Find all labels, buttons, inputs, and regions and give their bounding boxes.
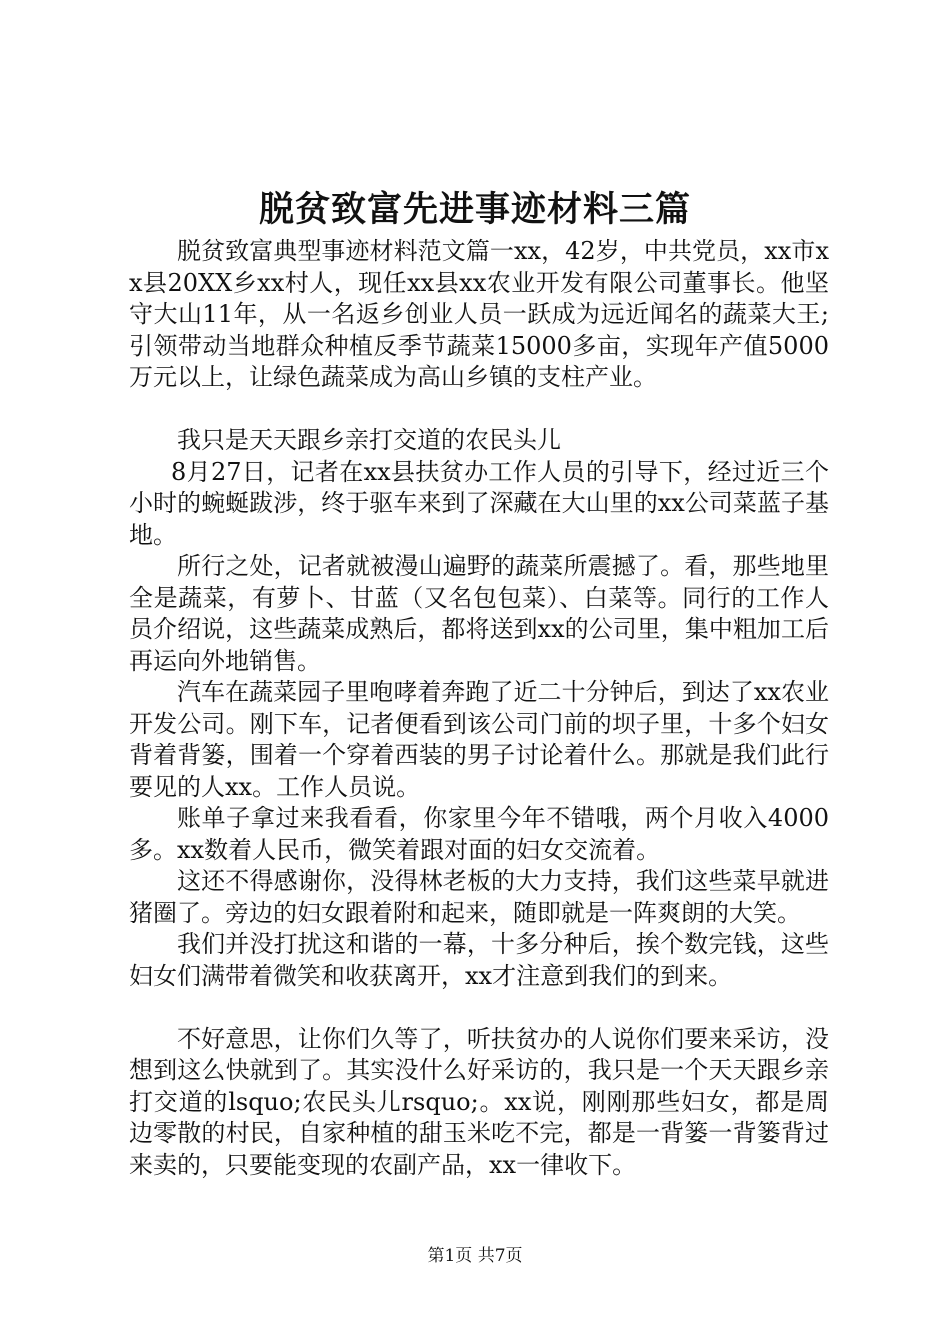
paragraph-intro: 脱贫致富典型事迹材料范文篇一xx，42岁，中共党员，xx市xx县20XX乡xx村人，现任xx县xx农业开发有限公司董事长。他坚守大山11年，从一名返乡创业人员一跃成为远近闻名的蔬菜大王;引领带动当地群众种植反季节蔬菜15000多亩，实现年产值5000万元以上，让绿色蔬菜成为高山乡镇的支柱产业。 — [129, 237, 829, 391]
paragraph-thanks: 这还不得感谢你，没得林老板的大力支持，我们这些菜早就进猪圈了。旁边的妇女跟着附和起来，随即就是一阵爽朗的大笑。 — [129, 867, 829, 927]
document-body — [129, 236, 829, 1181]
document-title: 脱贫致富先进事迹材料三篇 — [258, 189, 691, 230]
page-footer: 第1页 共7页 — [427, 1246, 523, 1266]
paragraph-vegetables: 所行之处，记者就被漫山遍野的蔬菜所震撼了。看，那些地里全是蔬菜，有萝卜、甘蓝（又名包包菜）、白菜等。同行的工作人员介绍说，这些蔬菜成熟后，都将送到xx的公司里，集中粗加工后再运向外地销售。 — [129, 552, 829, 675]
paragraph-arrival: 汽车在蔬菜园子里咆哮着奔跑了近二十分钟后，到达了xx农业开发公司。刚下车，记者便看到该公司门前的坝子里，十多个妇女背着背篓，围着一个穿着西装的男子讨论着什么。那就是我们此行要见的人xx。工作人员说。 — [129, 678, 829, 801]
paragraph-observe: 我们并没打扰这和谐的一幕，十多分种后，挨个数完钱，这些妇女们满带着微笑和收获离开，xx才注意到我们的到来。 — [129, 930, 829, 990]
paragraph-subheading: 我只是天天跟乡亲打交道的农民头儿 — [177, 426, 561, 454]
paragraph-date: 8月27日，记者在xx县扶贫办工作人员的引导下，经过近三个小时的蜿蜒跋涉，终于驱车来到了深藏在大山里的xx公司菜蓝子基地。 — [129, 457, 829, 549]
paragraph-bill: 账单子拿过来我看看，你家里今年不错哦，两个月收入4000多。xx数着人民币，微笑着跟对面的妇女交流着。 — [129, 804, 829, 864]
paragraph-interview: 不好意思，让你们久等了，听扶贫办的人说你们要来采访，没想到这么快就到了。其实没什么好采访的，我只是一个天天跟乡亲打交道的lsquo;农民头儿rsquo;。xx说，刚刚那些妇女，都是周边零散的村民，自家种植的甜玉米吃不完，都是一背篓一背篓背过来卖的，只要能变现的农副产品，xx一律收下。 — [129, 1024, 829, 1179]
